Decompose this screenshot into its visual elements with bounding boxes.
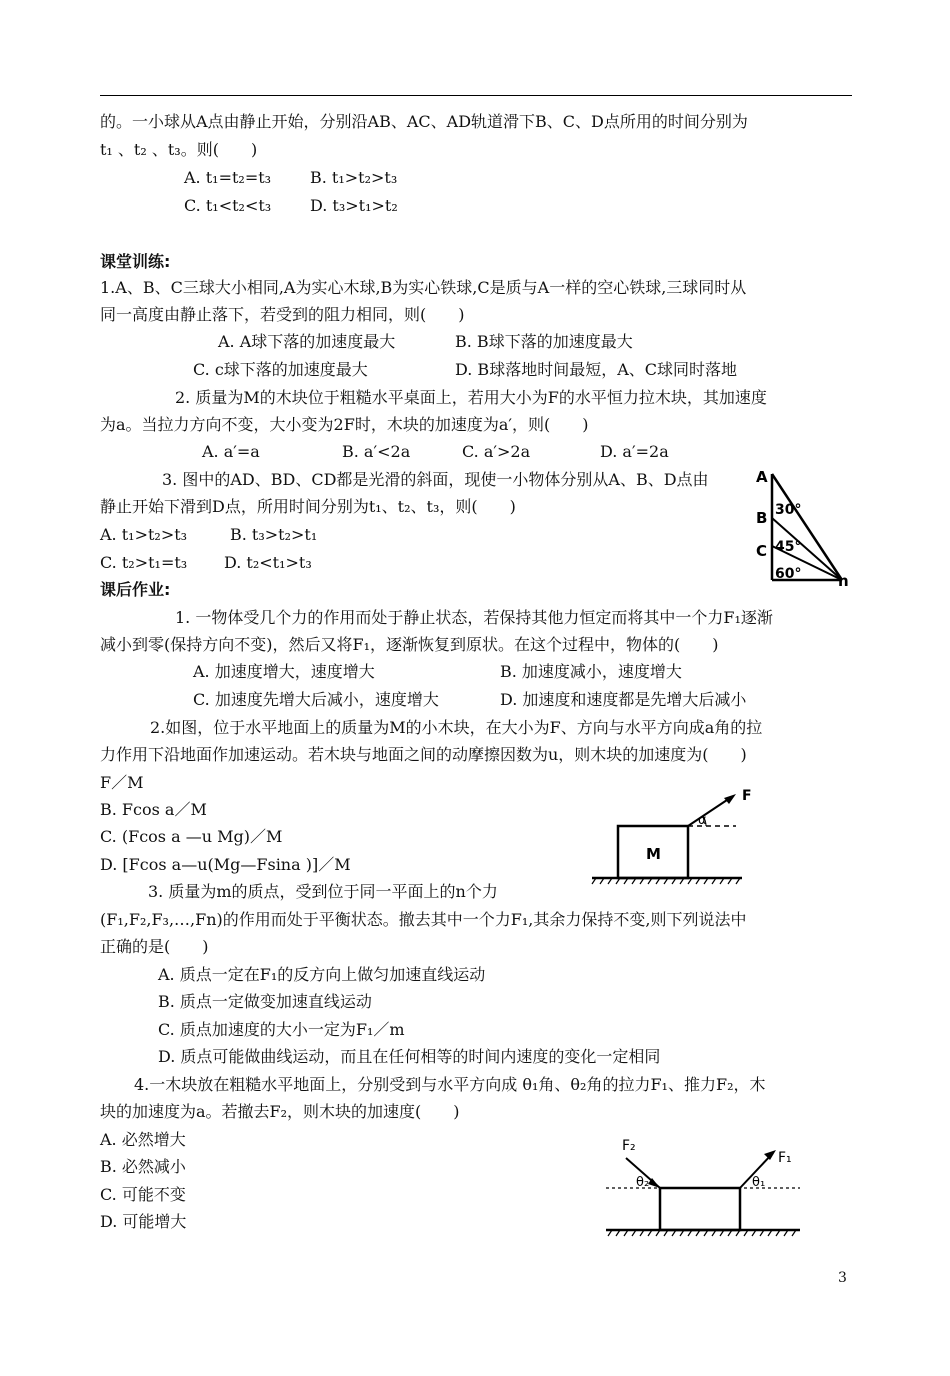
hw-q4-option-d: D. 可能增大: [100, 1212, 187, 1231]
cp-q1-line1: 1.A、B、C三球大小相同,A为实心木球,B为实心铁球,C是质与A一样的空心铁球,三球同时从: [100, 278, 747, 297]
cp-q3-option-c: C. t₂>t₁=t₃: [100, 553, 188, 572]
hw-q4-option-b: B. 必然减小: [100, 1157, 186, 1176]
cp-q1-option-d: D. B球落地时间最短，A、C球同时落地: [455, 360, 737, 379]
hw-q2-option-c: C. (Fcos a —u Mg)／M: [100, 827, 283, 846]
label-f2: F₂: [622, 1138, 636, 1154]
angle-60: 60°: [775, 566, 802, 582]
block-force-figure: [590, 780, 752, 888]
prev-option-b: B. t₁>t₂>t₃: [310, 168, 398, 187]
cp-q3-option-b: B. t₃>t₂>t₁: [230, 525, 318, 544]
cp-q1-option-a: A. A球下落的加速度最大: [218, 332, 396, 351]
cp-q3-line1: 3. 图中的AD、BD、CD都是光滑的斜面，现使一小物体分别从A、B、D点由: [162, 470, 709, 489]
prev-option-d: D. t₃>t₁>t₂: [310, 196, 398, 215]
header-rule: [100, 95, 852, 96]
cp-q2-option-b: B. a′<2a: [342, 442, 411, 461]
hw-q4-option-c: C. 可能不变: [100, 1185, 186, 1204]
class-practice-heading: 课堂训练:: [100, 252, 171, 271]
incline-figure: [748, 462, 852, 590]
cp-q2-option-a: A. a′=a: [202, 442, 260, 461]
cp-q2-option-c: C. a′>2a: [462, 442, 531, 461]
homework-heading: 课后作业:: [100, 580, 171, 599]
hw-q3-line2: (F₁,F₂,F₃,…,Fn)的作用而处于平衡状态。撤去其中一个力F₁,其余力保持不变,则下列说法中: [100, 910, 747, 929]
cp-q1-option-b: B. B球下落的加速度最大: [455, 332, 633, 351]
cp-q3-option-a: A. t₁>t₂>t₃: [100, 525, 188, 544]
prev-option-c: C. t₁<t₂<t₃: [184, 196, 272, 215]
page-number: 3: [838, 1270, 847, 1286]
hw-q3-option-d: D. 质点可能做曲线运动，而且在任何相等的时间内速度的变化一定相同: [158, 1047, 661, 1066]
label-theta2: θ₂: [636, 1175, 650, 1190]
cp-q3-option-d: D. t₂<t₁>t₃: [224, 553, 312, 572]
prev-option-a: A. t₁=t₂=t₃: [184, 168, 272, 187]
hw-q4-option-a: A. 必然增大: [100, 1130, 186, 1149]
hw-q4-line1: 4.一木块放在粗糙水平地面上，分别受到与水平方向成 θ₁角、θ₂角的拉力F₁、推力F₂，木: [134, 1075, 766, 1094]
angle-45: 45°: [775, 539, 802, 555]
hw-q2-option-a: F／M: [100, 773, 144, 792]
cp-q1-line2: 同一高度由静止落下，若受到的阻力相同，则( ): [100, 305, 465, 324]
hw-q3-option-a: A. 质点一定在F₁的反方向上做匀加速直线运动: [158, 965, 486, 984]
hw-q2-option-b: B. Fcos a／M: [100, 800, 207, 819]
label-theta1: θ₁: [752, 1175, 766, 1190]
prev-question-line2: t₁ 、t₂ 、t₃。则( ): [100, 140, 258, 159]
hw-q3-option-c: C. 质点加速度的大小一定为F₁／m: [158, 1020, 405, 1039]
label-force: F: [742, 788, 752, 804]
prev-question-line1: 的。一小球从A点由静止开始，分别沿AB、AC、AD轨道滑下B、C、D点所用的时间分别为: [100, 112, 748, 131]
hw-q2-line1: 2.如图，位于水平地面上的质量为M的小木块，在大小为F、方向与水平方向成a角的拉: [150, 718, 763, 737]
label-b: B: [756, 509, 768, 527]
cp-q2-option-d: D. a′=2a: [600, 442, 669, 461]
label-angle: α: [698, 813, 707, 828]
hw-q1-option-d: D. 加速度和速度都是先增大后减小: [500, 690, 747, 709]
hw-q1-option-c: C. 加速度先增大后减小，速度增大: [193, 690, 439, 709]
hw-q1-line2: 减小到零(保持方向不变)，然后又将F₁，逐渐恢复到原状。在这个过程中，物体的( ): [100, 635, 719, 654]
cp-q1-option-c: C. c球下落的加速度最大: [193, 360, 368, 379]
hw-q2-line2: 力作用下沿地面作加速运动。若木块与地面之间的动摩擦因数为u，则木块的加速度为( ): [100, 745, 747, 764]
hw-q1-option-b: B. 加速度减小，速度增大: [500, 662, 682, 681]
two-forces-figure: [604, 1130, 804, 1244]
label-a: A: [756, 468, 768, 486]
label-f1: F₁: [778, 1150, 792, 1166]
label-c: C: [756, 542, 768, 560]
angle-30: 30°: [775, 502, 802, 518]
hw-q3-line3: 正确的是( ): [100, 937, 209, 956]
label-d: n: [838, 572, 849, 590]
cp-q2-line2: 为a。当拉力方向不变，大小变为2F时，木块的加速度为a′，则( ): [100, 415, 589, 434]
cp-q3-line2: 静止开始下滑到D点，所用时间分别为t₁、t₂、t₃，则( ): [100, 497, 516, 516]
hw-q4-line2: 块的加速度为a。若撤去F₂，则木块的加速度( ): [100, 1102, 460, 1121]
label-mass: M: [646, 845, 661, 863]
hw-q3-line1: 3. 质量为m的质点，受到位于同一平面上的n个力: [148, 882, 498, 901]
cp-q2-line1: 2. 质量为M的木块位于粗糙水平桌面上，若用大小为F的水平恒力拉木块，其加速度: [175, 388, 767, 407]
hw-q3-option-b: B. 质点一定做变加速直线运动: [158, 992, 372, 1011]
hw-q2-option-d: D. [Fcos a—u(Mg—Fsina )]／M: [100, 855, 351, 874]
hw-q1-line1: 1. 一物体受几个力的作用而处于静止状态，若保持其他力恒定而将其中一个力F₁逐渐: [175, 608, 773, 627]
hw-q1-option-a: A. 加速度增大，速度增大: [193, 662, 375, 681]
